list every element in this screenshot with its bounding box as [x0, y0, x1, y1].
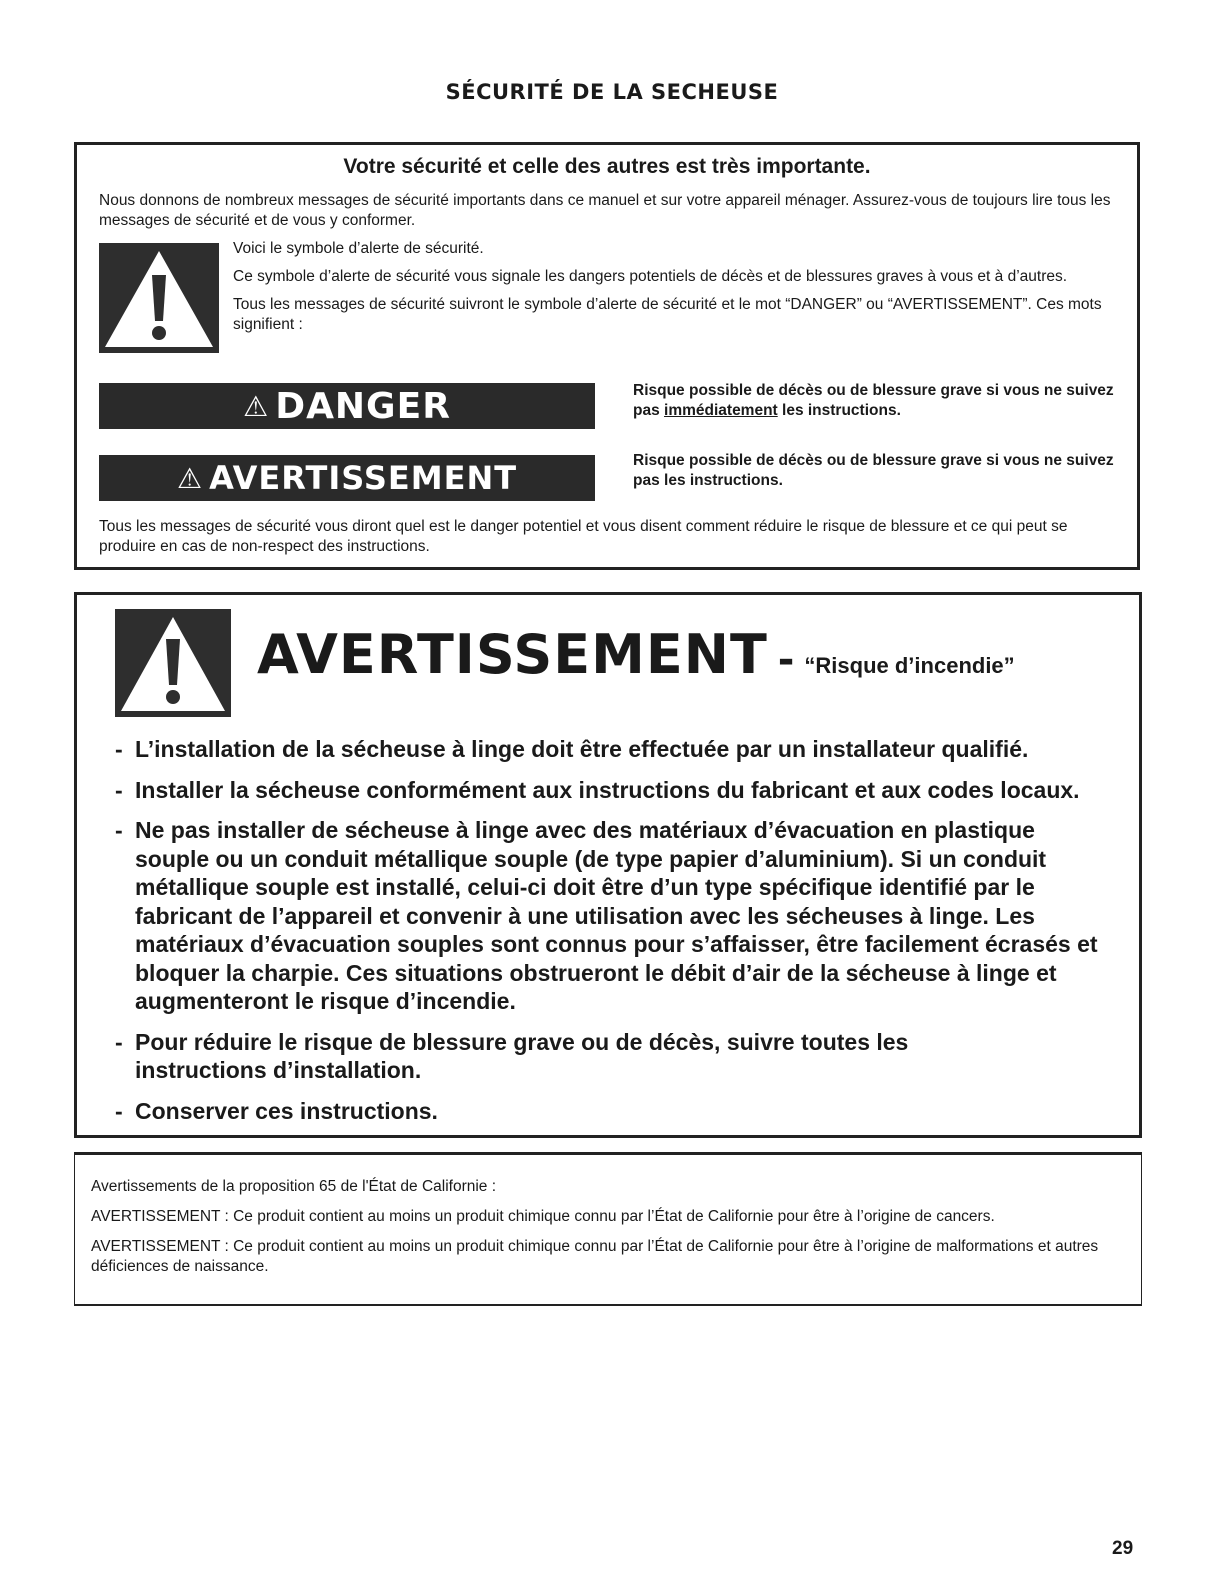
- page-title: SÉCURITÉ DE LA SECHEUSE: [445, 80, 779, 104]
- warning-triangle-icon: [115, 609, 231, 717]
- warning-triangle-icon: ⚠: [176, 461, 204, 495]
- safety-heading: Votre sécurité et celle des autres est très importante.: [343, 155, 871, 178]
- list-item: - Ne pas installer de sécheuse à linge avec des matériaux d’évacuation en plastique souple ou un conduit métallique souple (de type papier d’aluminium). Si un conduit métallique souple est installé, celui-ci doit être d’un type spécifique identifié par le fabricant de l’appareil et convenir à une utilisation avec les sécheuses à linge. Les matériaux d’évacuation souples sont connus pour s’affaisser, être facilement écrasés et bloquer la charpie. Ces situations obstrueront le débit d’air de la sécheuse à linge et augmenteront le risque d’incendie.: [115, 817, 1098, 1014]
- fire-warning-list: [115, 735, 1115, 1137]
- list-item: - L’installation de la sécheuse à linge doit être effectuée par un installateur qualifié.: [115, 736, 1029, 762]
- danger-label: DANGER: [275, 385, 451, 427]
- alert-symbol-explanation: [233, 239, 1113, 343]
- list-item: - Conserver ces instructions.: [115, 1097, 438, 1124]
- warning-triangle-icon: [99, 243, 219, 353]
- warning-triangle-icon: ⚠: [243, 389, 270, 423]
- prop65-line: AVERTISSEMENT : Ce produit contient au moins un produit chimique connu par l’État de Californie pour être à l’origine de cancers.: [91, 1208, 995, 1225]
- page-number: 29: [1112, 1538, 1134, 1559]
- safety-intro: Nous donnons de nombreux messages de sécurité importants dans ce manuel et sur votre appareil ménager. Assurez-vous de toujours lire tous les messages de sécurité et de vous y conformer.: [99, 192, 1111, 229]
- safety-message-box: [74, 142, 1140, 570]
- alert-line: Tous les messages de sécurité suivront le symbole d’alerte de sécurité et le mot “DANGER” ou “AVERTISSEMENT”. Ces mots signifient :: [233, 296, 1102, 333]
- safety-footer: Tous les messages de sécurité vous diront quel est le danger potentiel et vous disent comment réduire le risque de blessure et ce qui peut se produire en cas de non-respect des instructions.: [99, 518, 1068, 555]
- fire-warning-box: [74, 592, 1142, 1138]
- list-item: - Pour réduire le risque de blessure grave ou de décès, suivre toutes les instructions d’installation.: [115, 1028, 909, 1083]
- alert-line: Ce symbole d’alerte de sécurité vous signale les dangers potentiels de décès et de blessures graves à vous et à d’autres.: [233, 268, 1068, 285]
- prop65-heading: Avertissements de la proposition 65 de l'État de Californie :: [91, 1178, 497, 1195]
- danger-signal-bar: [99, 383, 595, 429]
- prop65-line: AVERTISSEMENT : Ce produit contient au moins un produit chimique connu par l’État de Californie pour être à l’origine de malformations et autres déficiences de naissance.: [91, 1238, 1099, 1275]
- alert-line: Voici le symbole d’alerte de sécurité.: [233, 240, 484, 257]
- warning-label: AVERTISSEMENT: [209, 459, 518, 497]
- california-prop65-box: [74, 1152, 1142, 1306]
- warning-word: AVERTISSEMENT: [257, 623, 768, 686]
- fire-risk-subtitle: “Risque d’incendie”: [804, 653, 1015, 678]
- fire-warning-title: AVERTISSEMENT - “Risque d’incendie”: [257, 623, 1015, 686]
- warning-signal-bar: [99, 455, 595, 501]
- list-item: - Installer la sécheuse conformément aux instructions du fabricant et aux codes locaux.: [115, 776, 1080, 803]
- danger-description: Risque possible de décès ou de blessure grave si vous ne suivez pas immédiatement les instructions.: [633, 382, 1114, 419]
- warning-description: Risque possible de décès ou de blessure grave si vous ne suivez pas les instructions.: [633, 452, 1114, 489]
